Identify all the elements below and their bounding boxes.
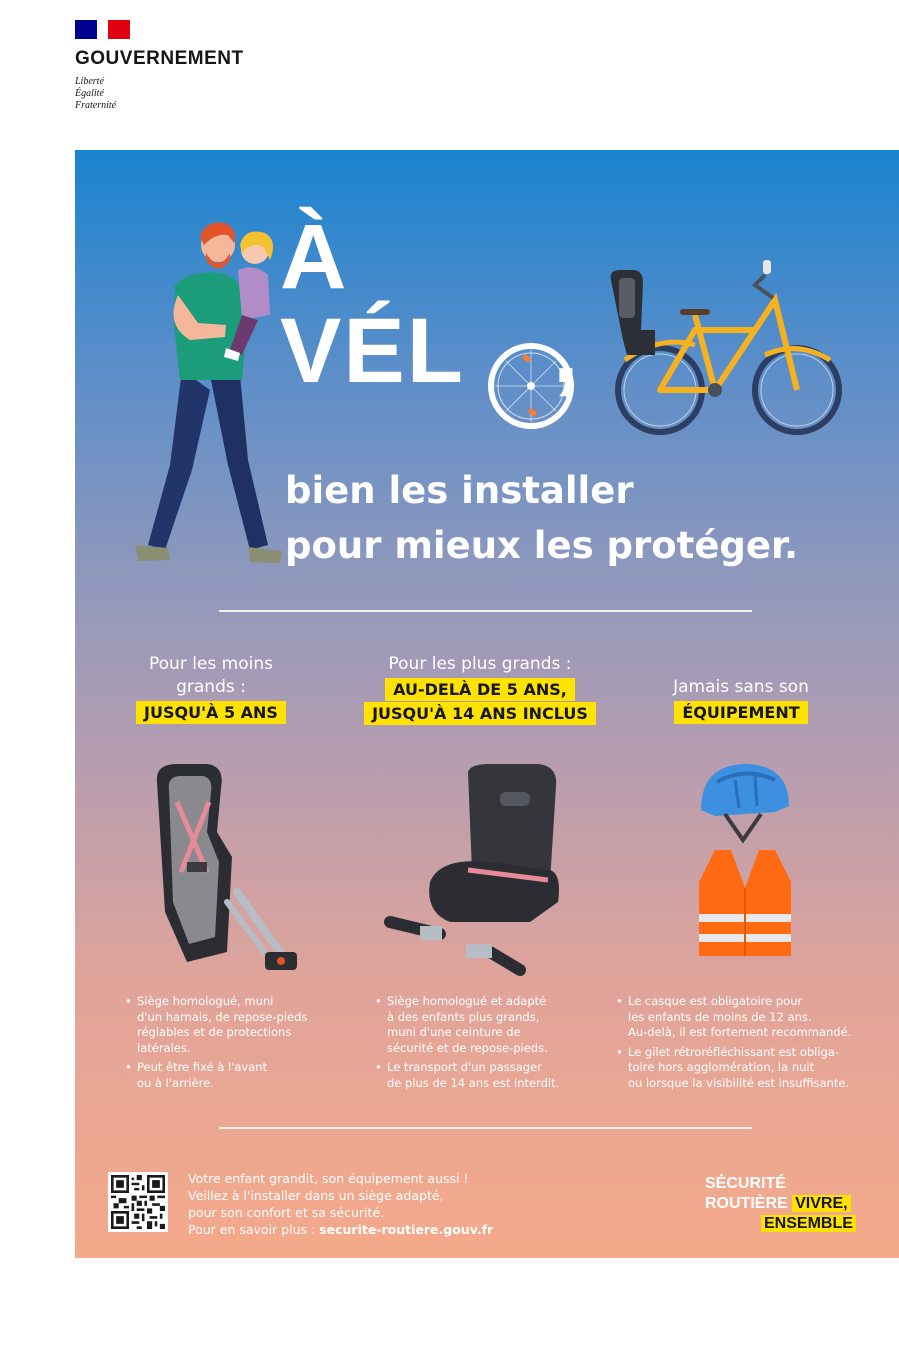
footer-url-link[interactable]: securite-routiere.gouv.fr — [319, 1222, 494, 1237]
bottom-divider — [219, 1127, 752, 1129]
footer-line-2: Veillez à l'installer dans un siège adapté, — [188, 1188, 444, 1203]
brand-line-1: SÉCURITÉ — [705, 1175, 786, 1192]
column-1-bullet-2: • Peut être fixé à l'avant ou à l'arrière. — [125, 1060, 325, 1091]
column-1-badge: JUSQU'À 5 ANS — [136, 701, 286, 724]
booster-seat-icon — [380, 762, 580, 982]
footer-more — [188, 1221, 493, 1238]
footer-line-1: Votre enfant grandit, son équipement aussi ! — [188, 1171, 469, 1186]
government-name: GOUVERNEMENT — [75, 48, 244, 69]
column-1-heading-line-2: grands : — [176, 677, 246, 697]
column-3-badge: ÉQUIPEMENT — [674, 701, 807, 724]
government-block — [75, 20, 244, 112]
column-3-heading — [641, 676, 841, 725]
column-1-bullets — [125, 994, 325, 1095]
helmet-icon — [695, 760, 795, 844]
subtitle-line-1: bien les installer — [285, 469, 634, 512]
footer-line-3: pour son confort et sa sécurité. — [188, 1205, 385, 1220]
headline-a: À — [280, 206, 347, 308]
column-1-heading — [111, 653, 311, 725]
column-2-badge-1: AU-DELÀ DE 5 ANS, — [385, 678, 575, 701]
headline-vel: VÉL — [280, 300, 465, 402]
column-2-heading — [335, 653, 625, 726]
brand-tag-2: ENSEMBLE — [761, 1215, 856, 1232]
safety-vest-icon — [697, 848, 793, 960]
securite-routiere-logo — [705, 1174, 856, 1234]
column-1-heading-line-1: Pour les moins — [149, 654, 273, 674]
footer-more-prefix: Pour en savoir plus : — [188, 1222, 320, 1237]
republic-flag-icon — [75, 20, 130, 39]
headline-comma: , — [552, 300, 581, 402]
column-3-bullet-1: • Le casque est obligatoire pour les enfants de moins de 12 ans. Au-delà, il est fortement recommandé. — [616, 994, 886, 1041]
column-2-badge-2: JUSQU'À 14 ANS INCLUS — [364, 702, 596, 725]
column-3-bullet-2: • Le gilet rétroréfléchissant est obliga- toire hors agglomération, la nuit ou lorsque la visibilité est insuffisante. — [616, 1045, 886, 1092]
column-1-bullet-1: • Siège homologué, muni d'un harnais, de repose-pieds réglables et de protections latérales. — [125, 994, 325, 1056]
qr-code-icon[interactable] — [108, 1172, 168, 1232]
column-3-bullets — [616, 994, 886, 1095]
motto-egalite: Égalité — [75, 88, 104, 99]
motto-liberte: Liberté — [75, 76, 104, 87]
government-motto — [75, 76, 244, 112]
motto-fraternite: Fraternité — [75, 100, 117, 111]
column-2-bullets — [375, 994, 590, 1095]
qr-code-pattern — [111, 1175, 165, 1229]
column-2-heading-line-1: Pour les plus grands : — [388, 654, 572, 674]
brand-line-2: ROUTIÈRE — [705, 1195, 788, 1212]
child-seat-icon — [147, 762, 302, 982]
bike-wheel-icon — [487, 342, 575, 430]
subtitle-line-2: pour mieux les protéger. — [285, 524, 799, 567]
column-3-heading-line-1: Jamais sans son — [673, 677, 809, 697]
brand-tag-1: VIVRE, — [792, 1195, 850, 1212]
poster — [75, 150, 899, 1258]
subtitle — [285, 463, 798, 573]
column-2-bullet-2: • Le transport d'un passager de plus de 14 ans est interdit. — [375, 1060, 590, 1091]
bicycle-with-child-seat-illustration — [605, 260, 845, 435]
footer-text — [188, 1170, 493, 1238]
top-divider — [219, 610, 752, 612]
column-2-bullet-1: • Siège homologué et adapté à des enfants plus grands, muni d'une ceinture de sécurité et de repose-pieds. — [375, 994, 590, 1056]
